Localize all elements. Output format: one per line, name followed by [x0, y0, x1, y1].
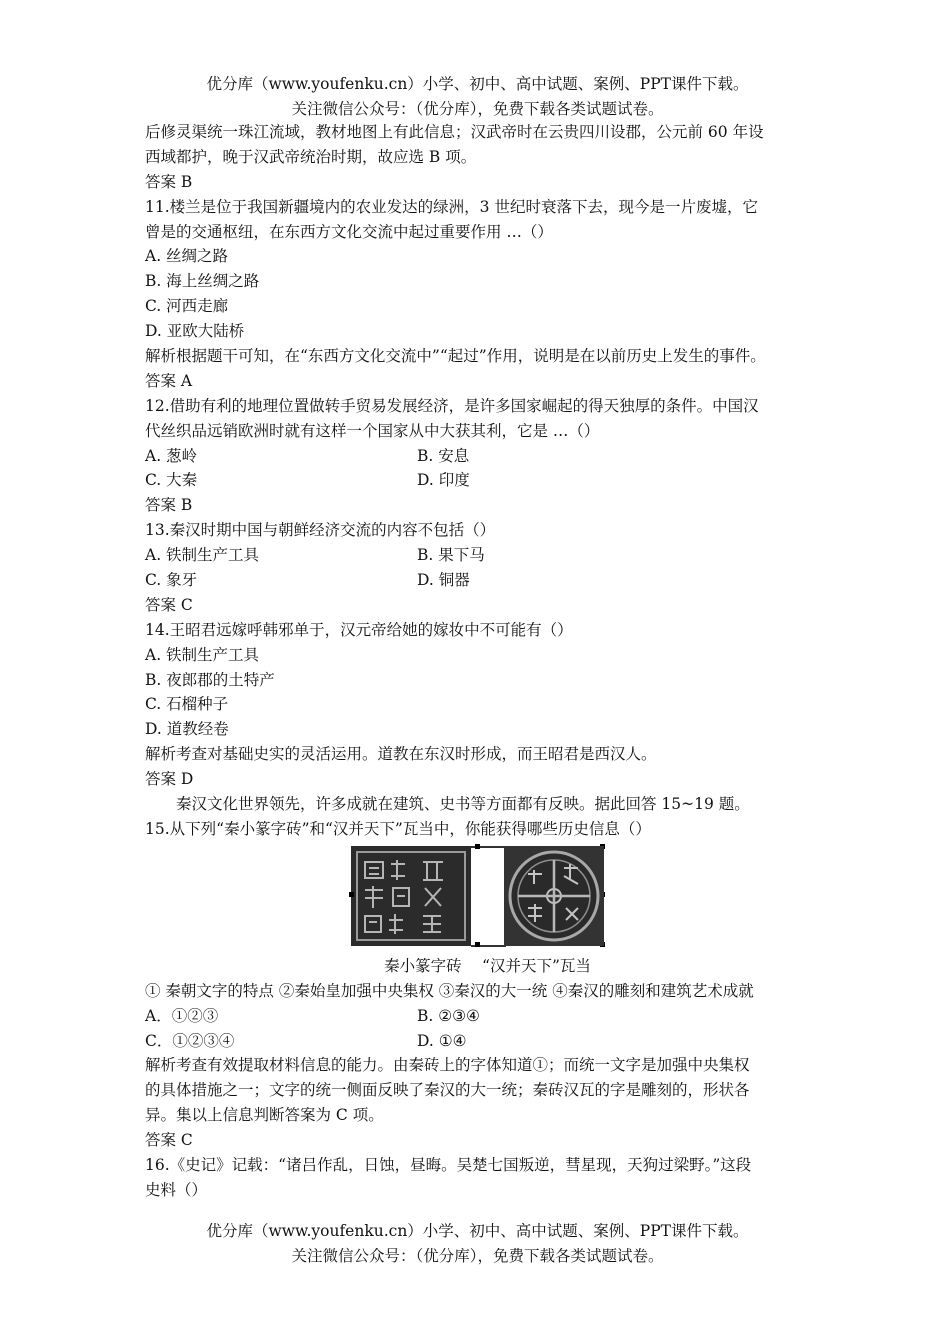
- option-a: A. 铁制生产工具: [145, 546, 260, 565]
- answer-text: 答案 A: [145, 371, 193, 390]
- analysis-text: 异。集以上信息判断答案为 C 项。: [145, 1106, 384, 1125]
- options-row: [145, 543, 810, 568]
- question-12-stem: 12.借助有利的地理位置做转手贸易发展经济，是许多国家崛起的得天独厚的条件。中国汉: [145, 396, 759, 415]
- option-a: A. 葱岭: [145, 446, 198, 465]
- option-a: A．①②③: [145, 1006, 219, 1025]
- option-c: C．①②③④: [145, 1031, 235, 1050]
- question-11-stem: 11.楼兰是位于我国新疆境内的农业发达的绿洲，3 世纪时衰落下去，现今是一片废墟，它: [145, 197, 758, 216]
- question-16-stem: 16.《史记》记载：“诸吕作乱，日蚀，昼晦。吴楚七国叛逆，彗星现，天狗过梁野。”这段: [145, 1155, 752, 1174]
- question-11-stem: 曾是的交通枢纽，在东西方文化交流中起过重要作用 …（）: [145, 222, 553, 241]
- question-12-stem: 代丝织品远销欧洲时就有这样一个国家从中大获其利，它是 …（）: [145, 421, 600, 440]
- options-row: [145, 444, 810, 469]
- answer-text: 答案 B: [145, 172, 193, 191]
- question-15-items: ① 秦朝文字的特点 ②秦始皇加强中央集权 ③秦汉的大一统 ④秦汉的雕刻和建筑艺术成就: [145, 981, 754, 1000]
- option-c: C. 象牙: [145, 571, 198, 590]
- question-15-stem: 15.从下列“秦小篆字砖”和“汉并天下”瓦当中，你能获得哪些历史信息（）: [145, 819, 651, 838]
- options-row: [145, 1029, 810, 1054]
- answer-text: 答案 B: [145, 496, 193, 515]
- answer-text: 答案 C: [145, 595, 193, 614]
- document-body: [145, 120, 810, 1203]
- resize-handle[interactable]: [475, 844, 480, 849]
- figure: [145, 846, 810, 952]
- option-c: C. 石榴种子: [145, 695, 229, 714]
- option-d: D. 道教经卷: [145, 720, 229, 739]
- footer-line-2: 关注微信公众号：（优分库），免费下载各类试题试卷。: [291, 1246, 664, 1265]
- figure-caption: 秦小篆字砖 “汉并天下”瓦当: [384, 956, 591, 975]
- analysis-text: 解析根据题干可知，在“东西方文化交流中”“起过”作用，说明是在以前历史上发生的事件。: [145, 347, 766, 366]
- han-tile-image: [504, 846, 604, 946]
- resize-handle[interactable]: [475, 942, 480, 947]
- option-a: A. 铁制生产工具: [145, 645, 260, 664]
- analysis-text: 解析考查有效提取材料信息的能力。由秦砖上的字体知道①；而统一文字是加强中央集权: [145, 1056, 750, 1075]
- option-b: B. 果下马: [417, 546, 485, 565]
- option-c: C. 大秦: [145, 471, 198, 490]
- analysis-text: 的具体措施之一；文字的统一侧面反映了秦汉的大一统；秦砖汉瓦的字是雕刻的，形状各: [145, 1081, 750, 1100]
- option-d: D. ①④: [417, 1031, 467, 1050]
- option-b: B. 海上丝绸之路: [145, 272, 260, 291]
- question-14-stem: 14.王昭君远嫁呼韩邪单于，汉元帝给她的嫁妆中不可能有（）: [145, 620, 573, 639]
- question-16-stem: 史料（）: [145, 1180, 208, 1199]
- figure-images: [351, 846, 605, 946]
- analysis-text: 解析考查对基础史实的灵活运用。道教在东汉时形成，而王昭君是西汉人。: [145, 745, 657, 764]
- option-b: B. 安息: [417, 446, 470, 465]
- options-row: [145, 1004, 810, 1029]
- options-row: [145, 468, 810, 493]
- qin-brick-image: [351, 846, 471, 946]
- intro-line: 西域都护，晚于汉武帝统治时期，故应选 B 项。: [145, 147, 477, 166]
- intro-line: 后修灵渠统一珠江流域，教材地图上有此信息；汉武帝时在云贵四川设郡，公元前 60 年设: [145, 123, 764, 141]
- section-intro: 秦汉文化世界领先，许多成就在建筑、史书等方面都有反映。据此回答 15~19 题。: [176, 795, 750, 814]
- page-header: [145, 72, 810, 122]
- option-c: C. 河西走廊: [145, 297, 229, 316]
- page-footer: [145, 1219, 810, 1269]
- answer-text: 答案 C: [145, 1131, 193, 1150]
- footer-line-1: 优分库（www.youfenku.cn）小学、初中、高中试题、案例、PPT课件下载。: [206, 1222, 749, 1240]
- header-line-2: 关注微信公众号：（优分库），免费下载各类试题试卷。: [291, 99, 664, 118]
- header-line-1: 优分库（www.youfenku.cn）小学、初中、高中试题、案例、PPT课件下载。: [206, 75, 749, 93]
- option-d: D. 铜器: [417, 571, 470, 590]
- option-d: D. 亚欧大陆桥: [145, 322, 245, 341]
- option-b: B. ②③④: [417, 1006, 480, 1025]
- resize-handle[interactable]: [349, 892, 354, 897]
- option-d: D. 印度: [417, 471, 470, 490]
- answer-text: 答案 D: [145, 770, 194, 789]
- option-a: A. 丝绸之路: [145, 247, 229, 266]
- options-row: [145, 568, 810, 593]
- question-13-stem: 13.秦汉时期中国与朝鲜经济交流的内容不包括（）: [145, 521, 496, 540]
- option-b: B. 夜郎郡的土特产: [145, 670, 275, 689]
